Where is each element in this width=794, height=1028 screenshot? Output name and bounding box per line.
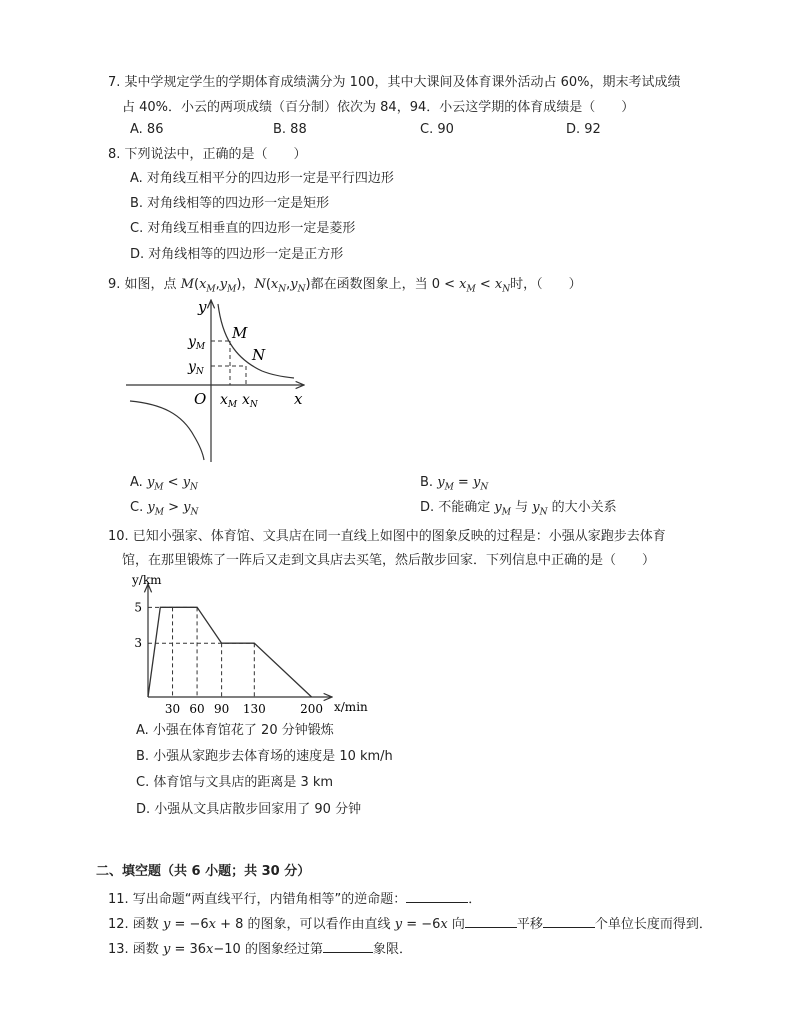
q9-point-n: N — [252, 346, 266, 364]
q9-y-label: y — [198, 298, 207, 316]
q10-y-tick-5: 5 — [134, 600, 142, 615]
q7-line1: 7. 某中学规定学生的学期体育成绩满分为 100，其中大课间及体育课外活动占 60%，期末考试成绩 — [108, 75, 681, 90]
q7-line2: 占 40%．小云的两项成绩（百分制）依次为 84，94．小云这学期的体育成绩是（ ） — [122, 100, 635, 115]
q8-option-d: D. 对角线相等的四边形一定是正方形 — [130, 247, 344, 262]
q9-graph — [122, 296, 312, 466]
q9-option-a: A. $y_M < y_N$ — [130, 475, 198, 493]
q10-x-tick-200: 200 — [300, 702, 324, 716]
q12: 12. 函数 y = −6x + 8 的图象，可以看作由直线 y = −6x 向 平移 个单位长度而得到． — [108, 914, 712, 934]
q10-y-label: y/km — [132, 573, 162, 587]
q10-line1: 10. 已知小强家、体育馆、文具店在同一直线上如图中的图象反映的过程是：小强从家跑步去体育 — [108, 529, 666, 544]
q9-option-b: B. $y_M = y_N$ — [420, 475, 489, 493]
q7-option-b: B. 88 — [273, 122, 307, 137]
q10-x-tick-60: 60 — [189, 702, 205, 716]
q10-option-b: B. 小强从家跑步去体育场的速度是 10 km/h — [136, 749, 393, 764]
q9-origin: O — [194, 390, 207, 408]
q8-option-c: C. 对角线互相垂直的四边形一定是菱形 — [130, 221, 356, 236]
q7-option-a: A. 86 — [130, 122, 164, 137]
svg-text:xN: $x_N$ — [242, 392, 258, 410]
q10-y-tick-3: 3 — [134, 636, 142, 651]
q10-x-tick-30: 30 — [164, 702, 181, 716]
q10-chart — [122, 570, 372, 720]
q7-option-c: C. 90 — [420, 122, 454, 137]
q10-x-tick-130: 130 — [242, 702, 266, 716]
q9-point-m: M — [232, 324, 248, 342]
q10-option-c: C. 体育馆与文具店的距离是 3 km — [136, 775, 334, 790]
q11: 11. 写出命题“两直线平行，内错角相等”的逆命题： ． — [108, 889, 481, 909]
svg-text:yM: $y_M$ — [188, 334, 206, 352]
svg-text:xM: $x_M$ — [220, 392, 238, 410]
q9-x-label: x — [294, 390, 303, 408]
q8-stem: 8. 下列说法中，正确的是（ ） — [108, 147, 307, 162]
q9-curve-q1 — [218, 304, 294, 378]
q10-option-a: A. 小强在体育馆花了 20 分钟锻炼 — [136, 723, 334, 738]
svg-text:yN: $y_N$ — [188, 359, 204, 377]
q10-option-d: D. 小强从文具店散步回家用了 90 分钟 — [136, 802, 362, 817]
q9-curve-q3 — [130, 401, 204, 460]
q10-x-label: x/min — [334, 700, 368, 714]
q9-option-c: C. $y_M > y_N$ — [130, 500, 199, 518]
q10-x-tick-90: 90 — [213, 702, 230, 716]
q9-option-d: D. 不能确定 $y_M$ 与 $y_N$ 的大小关系 — [420, 500, 617, 518]
section-2-title: 二、填空题（共 6 小题；共 30 分） — [96, 864, 311, 879]
q10-line2: 馆，在那里锻炼了一阵后又走到文具店去买笔，然后散步回家．下列信息中正确的是（ ） — [122, 553, 656, 568]
q13: 13. 函数 y = 36x−10 的图象经过第 象限． — [108, 939, 412, 959]
q9-stem: 9. 如图，点 $M(x_M,y_M)$，$N(x_N,y_N)$都在函数图象上，当 $0 < x_M < x_N$时，（ ） — [108, 277, 582, 295]
q8-option-b: B. 对角线相等的四边形一定是矩形 — [130, 196, 330, 211]
q8-option-a: A. 对角线互相平分的四边形一定是平行四边形 — [130, 171, 394, 186]
q7-option-d: D. 92 — [566, 122, 601, 137]
